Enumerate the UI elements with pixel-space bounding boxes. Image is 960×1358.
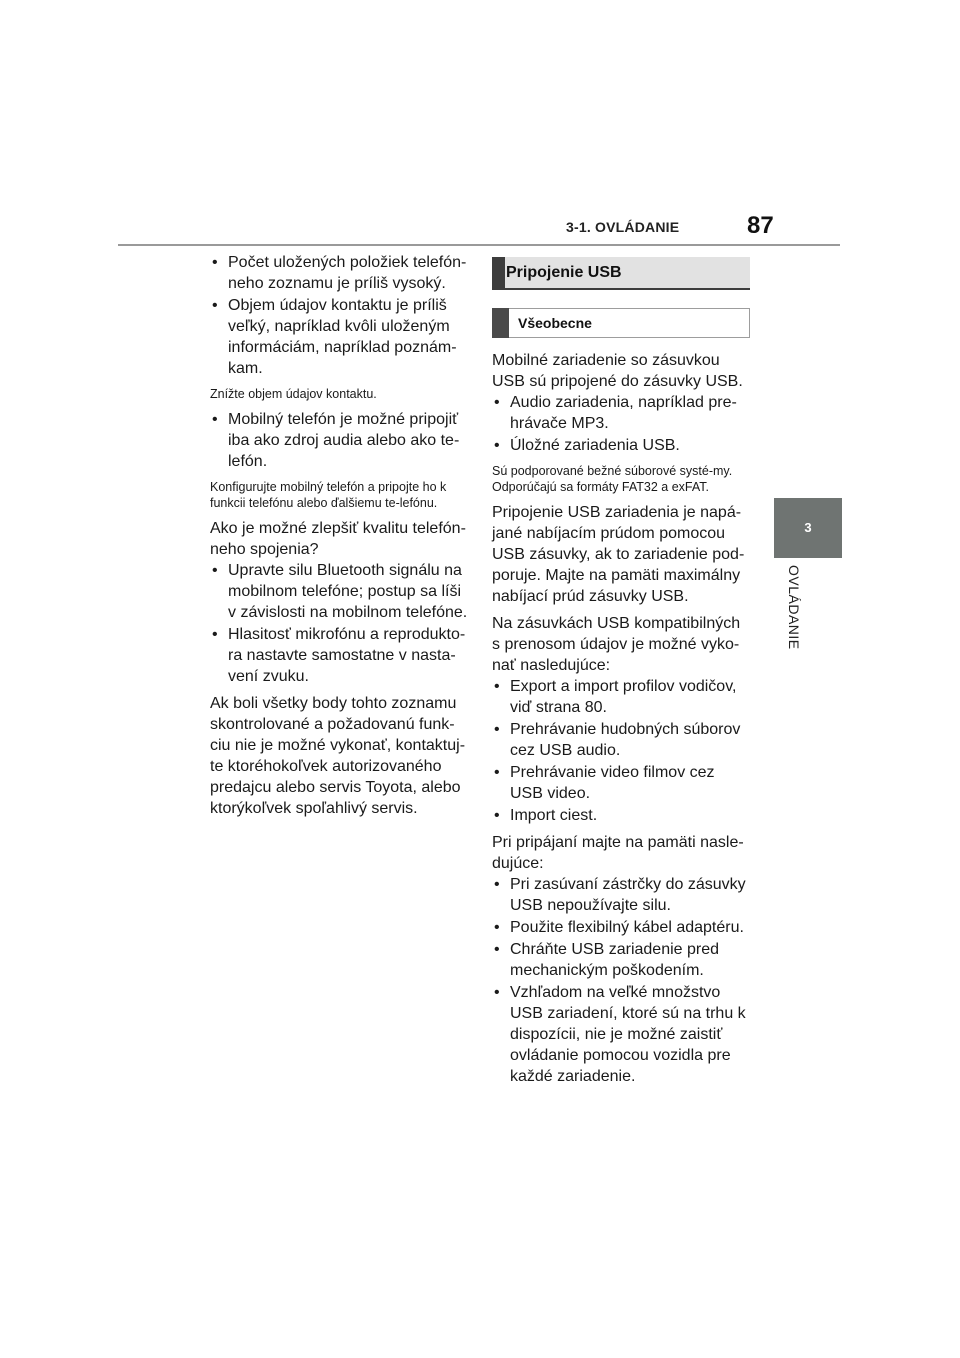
left-column (210, 252, 468, 825)
data-paragraph: Na zásuvkách USB kompatibilných s prenosom údajov je možné vyko-nať nasledujúce: (492, 615, 741, 674)
subsection-heading-text: Všeobecne (518, 315, 592, 331)
heading-marker (492, 257, 505, 290)
list-item: • Úložné zariadenia USB. (492, 435, 750, 456)
intro-paragraph: Mobilné zariadenie so zásuvkou USB sú pripojené do zásuvky USB. (492, 352, 743, 390)
chapter-tab: 3 (774, 498, 842, 558)
question-text: Ako je možné zlepšiť kvalitu telefón-neho spojenia? (210, 520, 466, 558)
list-item: • Použite flexibilný kábel adaptéru. (492, 917, 750, 938)
charging-paragraph: Pripojenie USB zariadenia je napá-jané nabíjacím prúdom pomocou USB zásuvky, ak to zariadenie pod-poruje. Majte na pamäti maximálny nabíjací prúd zásuvky USB. (492, 504, 745, 605)
list-item: • Pri zasúvaní zástrčky do zásuvky USB nepoužívajte silu. (492, 874, 750, 916)
closing-paragraph: Ak boli všetky body tohto zoznamu skontrolované a požadovanú funk-ciu nie je možné vykonať, kontaktuj-te ktoréhokoľvek autorizovaného predajcu alebo servis Toyota, alebo ktorýkoľvek spoľahlivý servis. (210, 695, 466, 817)
list-item: • Prehrávanie hudobných súborov cez USB audio. (492, 719, 750, 761)
section-heading-text: Pripojenie USB (506, 264, 622, 281)
list-item: • Upravte silu Bluetooth signálu na mobilnom telefóne; postup sa líši v závislosti na mobilnom telefóne. (210, 560, 468, 623)
subheading-marker (492, 308, 509, 338)
list-item: • Import ciest. (492, 805, 750, 826)
note-text: Konfigurujte mobilný telefón a pripojte ho k funkcii telefónu alebo ďalšiemu te-lefónu. (210, 480, 447, 510)
header-divider (118, 244, 840, 246)
note-text: Sú podporované bežné súborové systé-my. Odporúčajú sa formáty FAT32 a exFAT. (492, 464, 733, 494)
list-item: • Prehrávanie video filmov cez USB video. (492, 762, 750, 804)
list-item: • Vzhľadom na veľké množstvo USB zariadení, ktoré sú na trhu k dispozícii, nie je možné zaistiť ovládanie pomocou vozidla pre každé zariadenie. (492, 982, 750, 1087)
subsection-heading (492, 308, 750, 338)
note-text: Znížte objem údajov kontaktu. (210, 387, 377, 401)
list-item: • Audio zariadenia, napríklad pre-hrávače MP3. (492, 392, 750, 434)
list-item: • Export a import profilov vodičov, viď strana 80. (492, 676, 750, 718)
section-heading (492, 257, 750, 290)
chapter-label: OVLÁDANIE (786, 565, 802, 650)
right-column (492, 252, 750, 1088)
list-item: • Hlasitosť mikrofónu a reprodukto-ra nastavte samostatne v nasta-vení zvuku. (210, 624, 468, 687)
list-item: • Mobilný telefón je možné pripojiť iba ako zdroj audia alebo ako te-lefón. (210, 409, 468, 472)
connect-paragraph: Pri pripájaní majte na pamäti nasle-dujúce: (492, 834, 744, 872)
page-number: 87 (747, 212, 774, 239)
section-title: 3-1. OVLÁDANIE (566, 219, 680, 235)
list-item: • Chráňte USB zariadenie pred mechanickým poškodením. (492, 939, 750, 981)
list-item: • Počet uložených položiek telefón-neho zoznamu je príliš vysoký. (210, 252, 468, 294)
list-item: • Objem údajov kontaktu je príliš veľký, napríklad kvôli uloženým informáciám, napríklad poznám-kam. (210, 295, 468, 379)
